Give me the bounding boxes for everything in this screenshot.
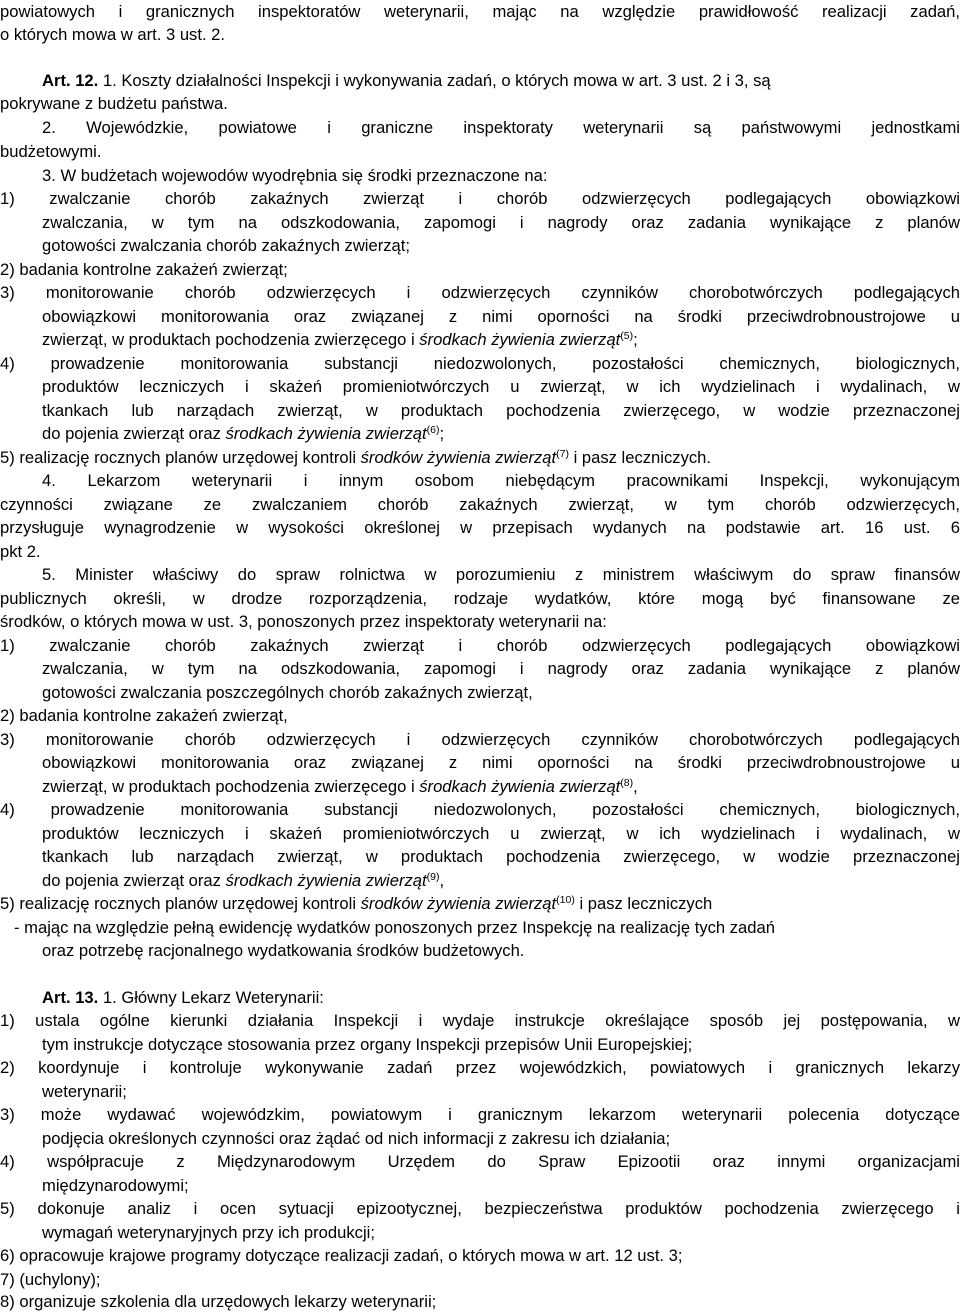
text-segment: 1. Główny Lekarz Weterynarii: — [98, 988, 324, 1007]
text-line: gotowości zwalczania poszczególnych chorób zakaźnych zwierząt, — [42, 683, 533, 702]
list-item: 8) organizuje szkolenia dla urzędowych lekarzy weterynarii; — [0, 1292, 437, 1311]
text-line: produktów leczniczych i skażeń promieniotwórczych u zwierząt, w ich wydzielinach i wydalinach, w — [42, 824, 960, 843]
article-number: Art. 13. — [42, 988, 99, 1007]
footnote-ref: (8) — [620, 777, 634, 789]
list-item: 4) współpracuje z Międzynarodowym Urzędem do Spraw Epizootii oraz innymi organizacjami — [0, 1152, 960, 1171]
text-line: podjęcia określonych czynności oraz żądać od nich informacji z zakresu ich działania; — [42, 1129, 671, 1148]
footnote-ref: (7) — [556, 448, 569, 460]
italic-term: środkach żywienia zwierząt — [419, 330, 621, 349]
list-item: 3) monitorowanie chorób odzwierzęcych i odzwierzęcych czynników chorobotwórczych podlegających — [0, 730, 960, 749]
list-item: 1) zwalczanie chorób zakaźnych zwierząt i chorób odzwierzęcych podlegających obowiązkowi — [0, 189, 960, 208]
text-line: międzynarodowymi; — [42, 1176, 189, 1195]
text-segment: do pojenia zwierząt oraz — [42, 424, 226, 443]
list-item: 3) może wydawać wojewódzkim, powiatowym i granicznym lekarzom weterynarii polecenia dotyczące — [0, 1105, 960, 1124]
text-line: czynności związane ze zwalczaniem chorób zakaźnych zwierząt, w tym chorób odzwierzęcych, — [0, 495, 960, 514]
list-item: 2) koordynuje i kontroluje wykonywanie zadań przez wojewódzkich, powiatowych i granicznych lekarzy — [0, 1058, 960, 1077]
text-line — [42, 775, 960, 798]
text-line: produktów leczniczych i skażeń promieniotwórczych u zwierząt, w ich wydzielinach i wydalinach, w — [42, 377, 960, 396]
list-item: 2) badania kontrolne zakażeń zwierząt; — [0, 260, 288, 279]
text-line: weterynarii; — [42, 1082, 127, 1101]
list-item: 1) ustala ogólne kierunki działania Inspekcji i wydaje instrukcje określające sposób jej postępowania, w — [0, 1011, 960, 1030]
text-line: obowiązkowi monitorowania oraz związanej z nimi oporności na środki przeciwdrobnoustrojowe u — [42, 307, 960, 326]
text-segment: zwierząt, w produktach pochodzenia zwierzęcego i — [42, 330, 420, 349]
text-line: środków, o których mowa w ust. 3, ponoszonych przez inspektoraty weterynarii na: — [0, 612, 607, 631]
text-line: wymagań weterynaryjnych przy ich produkcji; — [42, 1223, 375, 1242]
italic-term: środkach żywienia zwierząt — [419, 777, 621, 796]
text-segment: zwierząt, w produktach pochodzenia zwierzęcego i — [42, 777, 420, 796]
list-item: 4) prowadzenie monitorowania substancji niedozwolonych, pozostałości chemicznych, biologicznych, — [0, 800, 960, 819]
text-segment: , — [633, 777, 638, 796]
text-line: pkt 2. — [0, 542, 41, 561]
text-line: 5. Minister właściwy do spraw rolnictwa w porozumieniu z ministrem właściwym do spraw finansów — [42, 565, 960, 584]
text-line: pokrywane z budżetu państwa. — [0, 94, 228, 113]
text-line: powiatowych i granicznych inspektoratów weterynarii, mając na względzie prawidłowość realizacji zadań, — [0, 2, 960, 21]
text-line: obowiązkowi monitorowania oraz związanej z nimi oporności na środki przeciwdrobnoustrojowe u — [42, 753, 960, 772]
text-line: oraz potrzebę racjonalnego wydatkowania środków budżetowych. — [42, 941, 525, 960]
article-number: Art. 12. — [42, 71, 99, 90]
text-line: przysługuje wynagrodzenie w wysokości określonej w przepisach wydanych na podstawie art. 16 ust. 6 — [0, 518, 960, 537]
text-line: 4. Lekarzom weterynarii i innym osobom niebędącym pracownikami Inspekcji, wykonującym — [42, 471, 960, 490]
text-segment: i pasz leczniczych — [574, 894, 713, 913]
list-item: 7) (uchylony); — [0, 1270, 101, 1289]
list-item: 6) opracowuje krajowe programy dotyczące realizacji zadań, o których mowa w art. 12 ust. 3; — [0, 1246, 683, 1265]
text-line — [42, 869, 960, 892]
text-line: tkankach lub narządach zwierząt, w produktach pochodzenia zwierzęcego, w wodzie przeznaczonej — [42, 847, 960, 866]
list-item: 1) zwalczanie chorób zakaźnych zwierząt i chorób odzwierzęcych podlegających obowiązkowi — [0, 636, 960, 655]
text-segment: i pasz leczniczych. — [568, 448, 712, 467]
text-line: zwalczania, w tym na odszkodowania, zapomogi i nagrody oraz zadania wynikające z planów — [42, 213, 960, 232]
text-segment: ; — [439, 424, 445, 443]
list-item: 5) dokonuje analiz i ocen sytuacji epizootycznej, bezpieczeństwa produktów pochodzenia zwierzęcego i — [0, 1199, 960, 1218]
text-segment: , — [439, 871, 445, 890]
text-line: 2. Wojewódzkie, powiatowe i graniczne inspektoraty weterynarii są państwowymi jednostkami — [42, 118, 960, 137]
text-line: 3. W budżetach wojewodów wyodrębnia się środki przeznaczone na: — [42, 166, 548, 185]
text-segment: ; — [633, 330, 638, 349]
text-line — [42, 328, 960, 351]
list-item — [0, 892, 960, 915]
footnote-ref: (5) — [620, 330, 634, 342]
list-item: 2) badania kontrolne zakażeń zwierząt, — [0, 706, 288, 725]
article-12-heading — [42, 69, 960, 92]
text-line — [42, 422, 960, 445]
text-segment: 5) realizację rocznych planów urzędowej kontroli — [0, 448, 361, 467]
text-line: budżetowymi. — [0, 142, 102, 161]
text-segment: 1. Koszty działalności Inspekcji i wykonywania zadań, o których mowa w art. 3 ust. 2 i 3, są — [98, 71, 771, 90]
text-line: - mając na względzie pełną ewidencję wydatków ponoszonych przez Inspekcję na realizację tych zadań — [14, 918, 775, 937]
text-line: zwalczania, w tym na odszkodowania, zapomogi i nagrody oraz zadania wynikające z planów — [42, 659, 960, 678]
italic-term: środków żywienia zwierząt — [360, 894, 557, 913]
text-segment: do pojenia zwierząt oraz — [42, 871, 226, 890]
list-item: 3) monitorowanie chorób odzwierzęcych i odzwierzęcych czynników chorobotwórczych podlegających — [0, 283, 960, 302]
text-line: publicznych określi, w drodze rozporządzenia, rodzaje wydatków, które mogą być finansowane ze — [0, 589, 960, 608]
text-line: gotowości zwalczania chorób zakaźnych zwierząt; — [42, 236, 410, 255]
text-segment: 5) realizację rocznych planów urzędowej kontroli — [0, 894, 361, 913]
article-13-heading — [42, 986, 960, 1009]
list-item — [0, 446, 960, 469]
italic-term: środków żywienia zwierząt — [360, 448, 557, 467]
list-item: 4) prowadzenie monitorowania substancji niedozwolonych, pozostałości chemicznych, biologicznych, — [0, 354, 960, 373]
text-line: o których mowa w art. 3 ust. 2. — [0, 25, 226, 44]
italic-term: środkach żywienia zwierząt — [225, 871, 427, 890]
footnote-ref: (10) — [556, 894, 575, 906]
text-line: tkankach lub narządach zwierząt, w produktach pochodzenia zwierzęcego, w wodzie przeznaczonej — [42, 401, 960, 420]
footnote-ref: (6) — [426, 424, 440, 436]
footnote-ref: (9) — [426, 871, 440, 883]
italic-term: środkach żywienia zwierząt — [225, 424, 427, 443]
text-line: tym instrukcje dotyczące stosowania przez organy Inspekcji przepisów Unii Europejskiej; — [42, 1035, 693, 1054]
